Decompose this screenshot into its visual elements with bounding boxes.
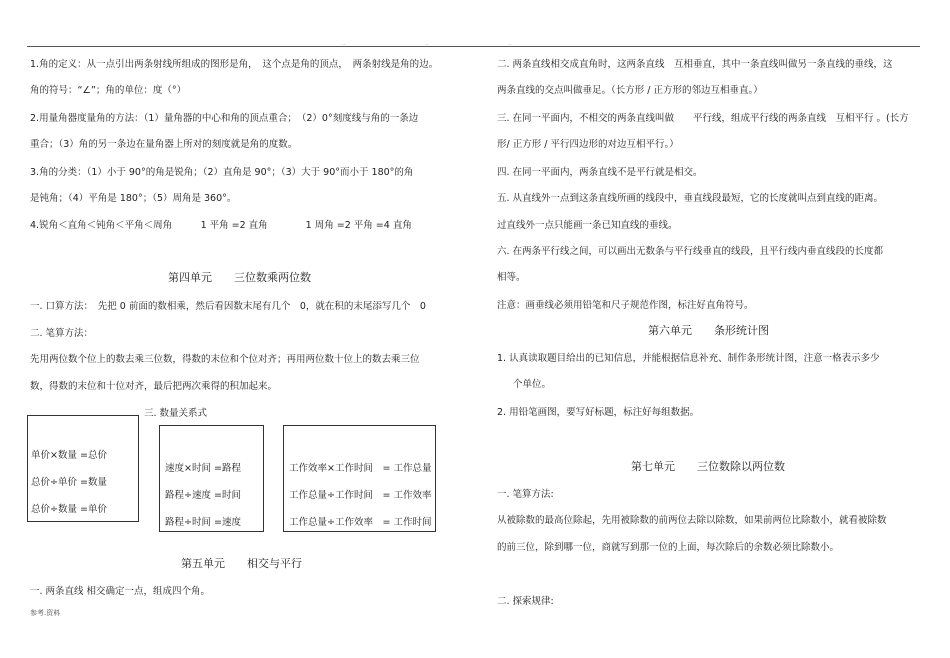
unit6-point1-cont: 个单位。 bbox=[513, 379, 552, 390]
parallel-segments: 六. 在两条平行线之间，可以画出无数条与平行线垂直的线段，且平行线内垂直线段的长度都 bbox=[497, 246, 884, 257]
unit7-explore-rules: 二. 探索规律: bbox=[497, 596, 554, 607]
unit7-title: 第七单元 三位数除以两位数 bbox=[631, 460, 785, 473]
angle-symbol: 角的符号：“∠”；角的单位：度（°） bbox=[30, 85, 187, 96]
speed-relations-box bbox=[159, 425, 264, 532]
unit4-written-detail-cont: 数，得数的末位和十位对齐，最后把两次乘得的积加起来。 bbox=[30, 381, 278, 392]
unit6-title: 第六单元 条形统计图 bbox=[648, 324, 769, 337]
unit4-title: 第四单元 三位数乘两位数 bbox=[168, 271, 311, 284]
work-relations-box bbox=[283, 425, 436, 532]
unit7-written-detail-cont: 的前三位，除到哪一位，商就写到那一位的上面，每次除后的余数必须比除数小。 bbox=[497, 542, 840, 553]
relation-row: 工作效率×工作时间 = 工作总量 bbox=[289, 463, 432, 474]
angle-relations: 4.锐角＜直角＜钝角＜平角＜周角 1 平角 =2 直角 1 周角 =2 平角 =4 直角 bbox=[30, 220, 412, 231]
drawing-note: 注意：画垂线必须用铅笔和尺子规范作图，标注好直角符号。 bbox=[497, 300, 754, 311]
angle-classification: 3.角的分类：（1）小于 90°的角是锐角；（2）直角是 90°；（3）大于 90°而小于 180°的角 bbox=[30, 167, 414, 178]
single-perpendicular: 过直线外一点只能画一条已知直线的垂线。 bbox=[497, 220, 678, 231]
price-relations-box bbox=[27, 415, 139, 522]
relation-row: 工作总量÷工作效率 = 工作时间 bbox=[289, 517, 432, 528]
angle-definition: 1.角的定义：从一点引出两条射线所组成的图形是角， 这个点是角的顶点， 两条射线是角的边。 bbox=[30, 59, 439, 70]
unit7-written-detail: 从被除数的最高位除起，先用被除数的前两位去除以除数，如果前两位比除数小，就看被除数 bbox=[497, 515, 887, 526]
perpendicular-definition-cont: 两条直线的交点叫做垂足。（长方形 / 正方形的邻边互相垂直。） bbox=[497, 85, 763, 96]
protractor-method: 2.用量角器度量角的方法：（1）量角器的中心和角的顶点重合； （2）0°刻度线与角的一条边 bbox=[30, 113, 419, 124]
unit5-intersect: 一. 两条直线 相交确定一点，组成四个角。 bbox=[30, 586, 211, 597]
relation-row: 路程÷时间 =速度 bbox=[165, 517, 241, 528]
unit4-oral-method: 一. 口算方法： 先把 0 前面的数相乘，然后看因数末尾有几个 0，就在积的末尾添写几个 0 bbox=[30, 301, 426, 312]
header-mark: .. bbox=[508, 40, 512, 47]
relation-row: 总价÷数量 =单价 bbox=[31, 504, 107, 515]
header-mark: .. bbox=[425, 40, 429, 47]
unit6-point2: 2. 用铅笔画图，要写好标题，标注好每组数据。 bbox=[497, 407, 700, 418]
plane-lines: 四. 在同一平面内，两条直线不是平行就是相交。 bbox=[497, 167, 703, 178]
header-mark: .. bbox=[342, 40, 346, 47]
unit6-point1: 1. 认真读取题目给出的已知信息，并能根据信息补充、制作条形统计图，注意一格表示多少 bbox=[497, 353, 880, 364]
parallel-definition-cont: 形/ 正方形 / 平行四边形的对边互相平行。） bbox=[497, 139, 679, 150]
relation-row: 工作总量÷工作时间 = 工作效率 bbox=[289, 490, 432, 501]
unit4-written-detail: 先用两位数个位上的数去乘三位数，得数的末位和个位对齐；再用两位数十位上的数去乘三位 bbox=[30, 354, 420, 365]
relation-row: 速度×时间 =路程 bbox=[165, 463, 241, 474]
footer-label: 参考.资料 bbox=[30, 609, 61, 617]
relation-row: 单价×数量 =总价 bbox=[31, 450, 107, 461]
parallel-segments-cont: 相等。 bbox=[497, 272, 526, 283]
relation-row: 总价÷单价 =数量 bbox=[31, 477, 107, 488]
relation-row: 路程÷速度 =时间 bbox=[165, 490, 241, 501]
unit7-written-method: 一. 笔算方法: bbox=[497, 489, 554, 500]
shortest-segment: 五. 从直线外一点到这条直线所画的线段中，垂直线段最短，它的长度就叫点到直线的距离。 bbox=[497, 193, 884, 204]
angle-classification-cont: 是钝角；（4）平角是 180°；（5）周角是 360°。 bbox=[30, 193, 237, 204]
perpendicular-definition: 二. 两条直线相交成直角时，这两条直线 互相垂直，其中一条直线叫做另一条直线的垂线，这 bbox=[497, 59, 893, 70]
unit4-written-method: 二. 笔算方法： bbox=[30, 328, 94, 339]
unit5-title: 第五单元 相交与平行 bbox=[181, 557, 302, 570]
unit4-relations-heading: 三. 数量关系式 bbox=[144, 408, 208, 419]
header-rule bbox=[27, 46, 920, 47]
protractor-method-cont: 重合；（3）角的另一条边在量角器上所对的刻度就是角的度数。 bbox=[30, 139, 298, 150]
parallel-definition: 三. 在同一平面内，不相交的两条直线叫做 平行线，组成平行线的两条直线 互相平行 。(长方 bbox=[497, 113, 909, 124]
